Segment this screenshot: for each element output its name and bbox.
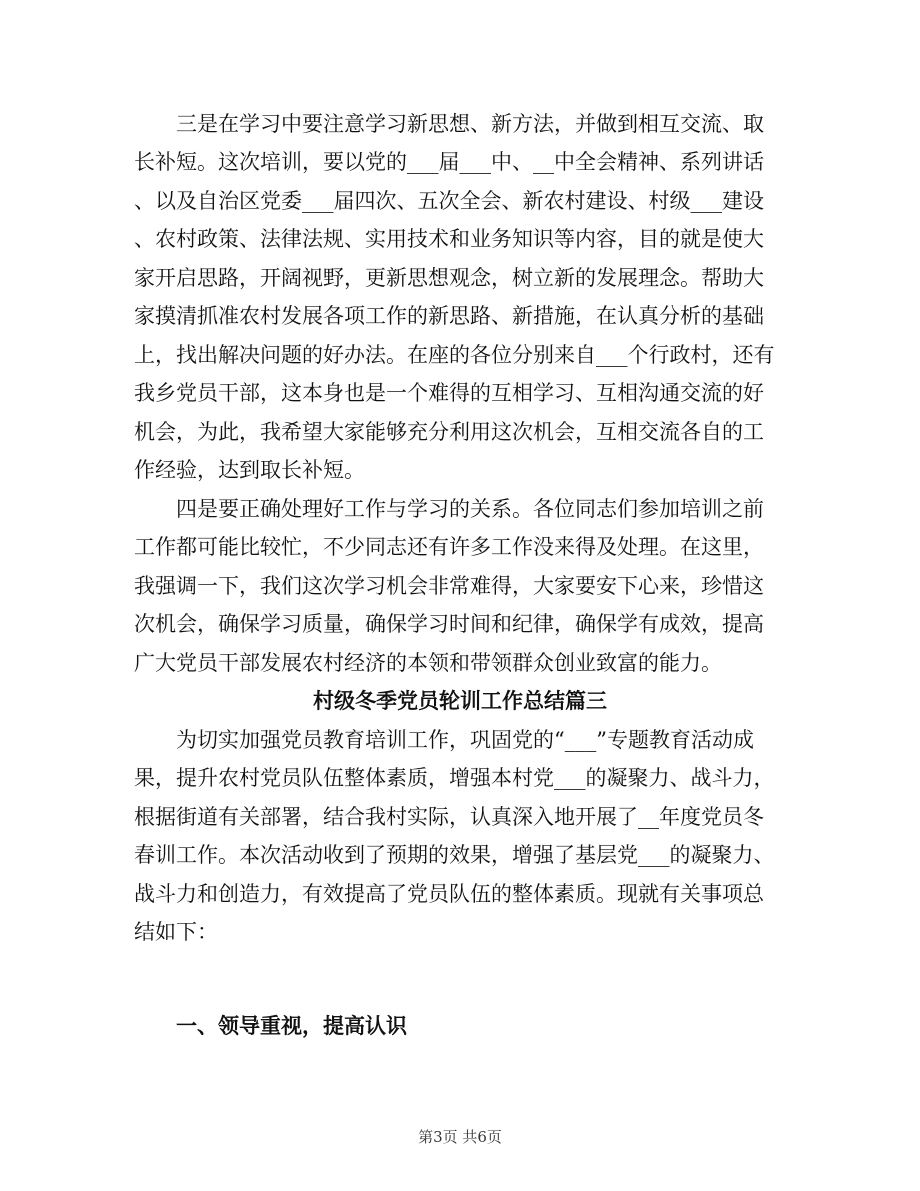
paragraph-3-line-1: 三是在学习中要注意学习新思想、新方法，并做到相互交流、取 (176, 112, 764, 136)
paragraph-3-line-7: 上，找出解决问题的好办法。在座的各位分别来自___个行政村，还有 (134, 343, 775, 367)
paragraph-5-line-1: 为切实加强党员教育培训工作，巩固党的“___”专题教育活动成 (176, 728, 754, 752)
paragraph-3-line-4: 、农村政策、法律法规、实用技术和业务知识等内容，目的就是使大 (134, 227, 764, 251)
page-number: 第3页 共6页 (418, 1128, 502, 1146)
paragraph-4-line-5: 广大党员干部发展农村经济的本领和带领群众创业致富的能力。 (134, 651, 722, 675)
paragraph-5-line-4: 春训工作。本次活动收到了预期的效果，增强了基层党___的凝聚力、 (134, 843, 775, 867)
paragraph-3-line-6: 家摸清抓准农村发展各项工作的新思路、新措施，在认真分析的基础 (134, 304, 764, 328)
paragraph-5-line-5: 战斗力和创造力，有效提高了党员队伍的整体素质。现就有关事项总 (134, 882, 764, 906)
paragraph-4-line-4: 次机会，确保学习质量，确保学习时间和纪律，确保学有成效，提高 (134, 612, 764, 636)
paragraph-4-line-3: 我强调一下，我们这次学习机会非常难得，大家要安下心来，珍惜这 (134, 574, 764, 598)
paragraph-3-line-9: 机会，为此，我希望大家能够充分利用这次机会，互相交流各自的工 (134, 420, 764, 444)
paragraph-3-line-10: 作经验，达到取长补短。 (134, 458, 365, 482)
paragraph-5-line-2: 果，提升农村党员队伍整体素质，增强本村党___的凝聚力、战斗力， (134, 766, 775, 790)
paragraph-4-line-2: 工作都可能比较忙，不少同志还有许多工作没来得及处理。在这里， (134, 535, 764, 559)
paragraph-5-line-3: 根据街道有关部署，结合我村实际，认真深入地开展了__年度党员冬 (134, 805, 764, 829)
paragraph-3-line-5: 家开启思路，开阔视野，更新思想观念，树立新的发展理念。帮助大 (134, 266, 764, 290)
section-title: 村级冬季党员轮训工作总结篇三 (313, 688, 607, 713)
paragraph-4-line-1: 四是要正确处理好工作与学习的关系。各位同志们参加培训之前 (176, 497, 764, 521)
paragraph-3-line-2: 长补短。这次培训，要以党的___届___中、__中全会精神、系列讲话 (134, 150, 764, 174)
paragraph-3-line-3: 、以及自治区党委___届四次、五次全会、新农村建设、村级___建设 (134, 189, 764, 213)
paragraph-3-line-8: 我乡党员干部，这本身也是一个难得的互相学习、互相沟通交流的好 (134, 381, 764, 405)
paragraph-5-line-6: 结如下： (134, 920, 218, 944)
subheading-1: 一、领导重视，提高认识 (176, 1013, 407, 1038)
